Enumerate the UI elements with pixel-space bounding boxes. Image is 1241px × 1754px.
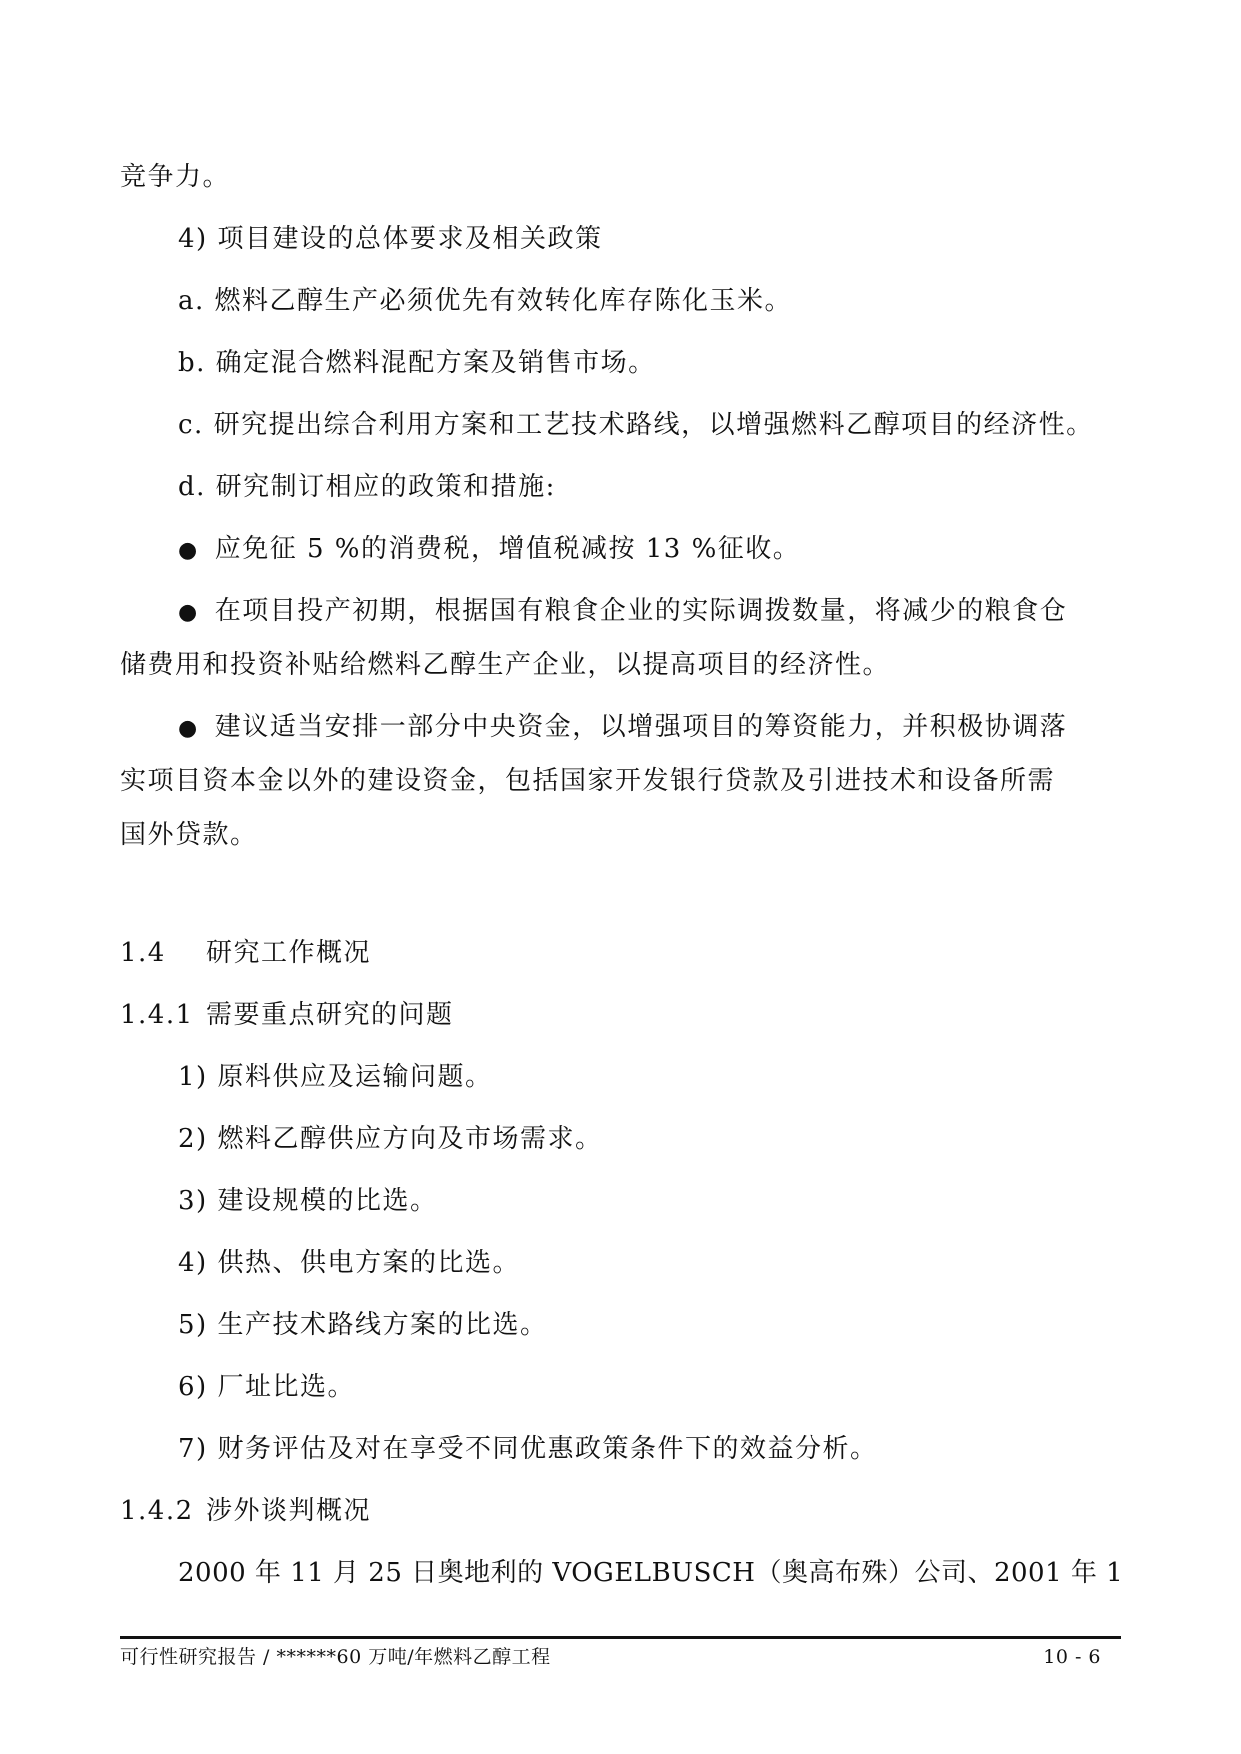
- bullet-item: ● 应免征 5 %的消费税，增值税减按 13 %征收。: [178, 532, 800, 568]
- list-item: 1) 原料供应及运输问题。: [178, 1062, 493, 1092]
- section-title: 涉外谈判概况: [206, 1496, 372, 1526]
- list-item: 2) 燃料乙醇供应方向及市场需求。: [178, 1124, 603, 1154]
- text-line: 实项目资本金以外的建设资金，包括国家开发银行贷款及引进技术和设备所需: [120, 766, 1056, 796]
- list-item: 6) 厂址比选。: [178, 1372, 355, 1402]
- text-line: c. 研究提出综合利用方案和工艺技术路线，以增强燃料乙醇项目的经济性。: [178, 410, 1094, 440]
- section-number: 1.4.2: [120, 1496, 194, 1526]
- text-line: 储费用和投资补贴给燃料乙醇生产企业，以提高项目的经济性。: [120, 650, 891, 680]
- text-line: 2000 年 11 月 25 日奥地利的 VOGELBUSCH（奥高布殊）公司、2001 年 1: [178, 1558, 1124, 1588]
- list-item: 3) 建设规模的比选。: [178, 1186, 438, 1216]
- text-line: 国外贷款。: [120, 820, 258, 850]
- text-line: 4) 项目建设的总体要求及相关政策: [178, 224, 603, 254]
- footer-divider: [120, 1636, 1121, 1639]
- text-line: a. 燃料乙醇生产必须优先有效转化库存陈化玉米。: [178, 286, 793, 316]
- footer-title: 可行性研究报告 / ******60 万吨/年燃料乙醇工程: [120, 1646, 551, 1668]
- list-item: 5) 生产技术路线方案的比选。: [178, 1310, 548, 1340]
- page-number: 10 - 6: [1043, 1646, 1101, 1668]
- section-number: 1.4: [120, 938, 166, 968]
- text-line: 竞争力。: [120, 162, 231, 192]
- bullet-item: ● 在项目投产初期，根据国有粮食企业的实际调拨数量，将减少的粮食仓: [178, 594, 1067, 630]
- section-number: 1.4.1: [120, 1000, 194, 1030]
- list-item: 7) 财务评估及对在享受不同优惠政策条件下的效益分析。: [178, 1434, 878, 1464]
- section-title: 需要重点研究的问题: [206, 1000, 454, 1030]
- text-line: b. 确定混合燃料混配方案及销售市场。: [178, 348, 656, 378]
- list-item: 4) 供热、供电方案的比选。: [178, 1248, 520, 1278]
- bullet-item: ● 建议适当安排一部分中央资金，以增强项目的筹资能力，并积极协调落: [178, 710, 1067, 746]
- text-line: d. 研究制订相应的政策和措施:: [178, 472, 556, 502]
- section-title: 研究工作概况: [206, 938, 372, 968]
